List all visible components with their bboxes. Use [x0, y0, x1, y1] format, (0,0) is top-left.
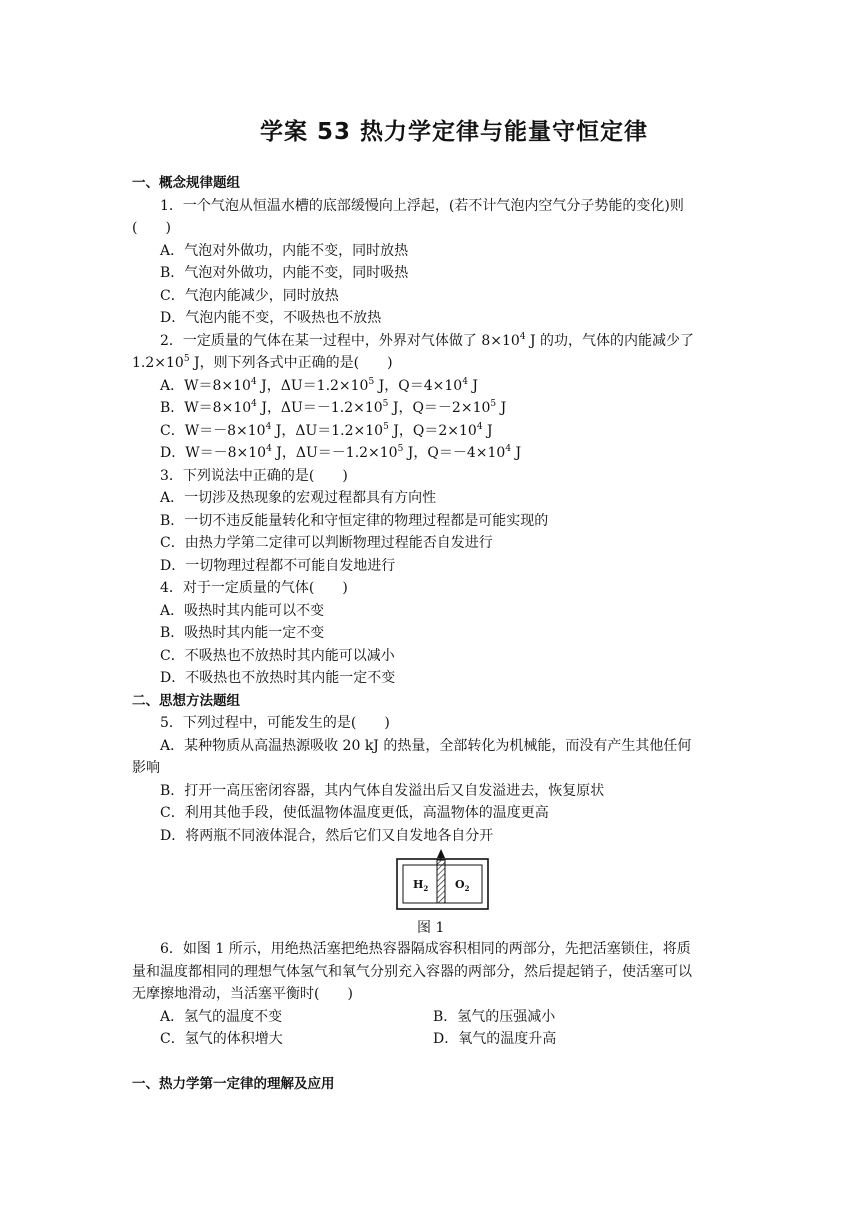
- q3-option-a: A．一切涉及热现象的宏观过程都具有方向性: [160, 490, 437, 506]
- q1-stem-bracket: ( ): [132, 220, 171, 236]
- hydrogen-symbol: H: [413, 878, 424, 891]
- q5-option-d: D．将两瓶不同液体混合，然后它们又自发地各自分开: [160, 828, 494, 844]
- oxygen-label: [455, 878, 470, 893]
- q4-stem: 4．对于一定质量的气体( ): [160, 580, 348, 596]
- q3-option-d: D．一切物理过程都不可能自发地进行: [160, 558, 396, 574]
- q5-option-a: A．某种物质从高温热源吸收 20 kJ 的热量，全部转化为机械能，而没有产生其他任何: [160, 738, 692, 754]
- q3-option-c: C．由热力学第二定律可以判断物理过程能否自发进行: [160, 535, 493, 551]
- section-heading-first-law: 一、热力学第一定律的理解及应用: [132, 1076, 335, 1092]
- q5-option-a-cont: 影响: [132, 760, 160, 776]
- q4-option-d: D．不吸热也不放热时其内能一定不变: [160, 670, 396, 686]
- container-inner-wall: [403, 865, 482, 903]
- q2-stem-cont: $1.2\times 10^5$ J，则下列各式中正确的是( ): [132, 354, 393, 371]
- container-outer-wall: [397, 859, 488, 909]
- q6-option-b: B．氢气的压强减小: [433, 1009, 556, 1025]
- q6-stem-cont-1: 量和温度都相同的理想气体氢气和氧气分别充入容器的两部分，然后提起销子，使活塞可以: [132, 964, 692, 980]
- q6-stem: 6．如图 1 所示，用绝热活塞把绝热容器隔成容积相同的两部分，先把活塞锁住，将质: [160, 941, 691, 957]
- q1-option-c: C．气泡内能减少，同时放热: [160, 288, 339, 304]
- q2-option-a: A．$W=8\times 10^4$ J，$\Delta U=1.2\times 10^5$ J，$Q=4\times 10^4$ J: [160, 377, 478, 394]
- q4-option-a: A．吸热时其内能可以不变: [160, 603, 325, 619]
- section-heading-methods: 二、思想方法题组: [132, 693, 240, 709]
- section-heading-concepts: 一、概念规律题组: [132, 175, 240, 191]
- page-title: 学案 53 热力学定律与能量守恒定律: [259, 119, 649, 145]
- figure-caption: 图 1: [417, 920, 445, 936]
- q4-option-b: B．吸热时其内能一定不变: [160, 625, 325, 641]
- q4-option-c: C．不吸热也不放热时其内能可以减小: [160, 648, 395, 664]
- q2-option-b: B．$W=8\times 10^4$ J，$\Delta U=-1.2\times 10^5$ J，$Q=-2\times 10^5$ J: [160, 399, 507, 416]
- q6-option-c: C．氢气的体积增大: [160, 1031, 283, 1047]
- q2-stem: 2．一定质量的气体在某一过程中，外界对气体做了 $8\times 10^4$ J 的功，气体的内能减少了: [160, 332, 695, 349]
- hydrogen-subscript: 2: [423, 884, 429, 893]
- q3-option-b: B．一切不违反能量转化和守恒定律的物理过程都是可能实现的: [160, 513, 549, 529]
- q5-option-c: C．利用其他手段，使低温物体温度更低，高温物体的温度更高: [160, 805, 549, 821]
- q1-option-b: B．气泡对外做功，内能不变，同时吸热: [160, 265, 409, 281]
- q2-option-d: D．$W=-8\times 10^4$ J，$\Delta U=-1.2\times 10^5$ J，$Q=-4\times 10^4$ J: [160, 444, 522, 461]
- q1-option-d: D．气泡内能不变，不吸热也不放热: [160, 310, 382, 326]
- q3-stem: 3．下列说法中正确的是( ): [160, 468, 348, 484]
- piston: [437, 860, 445, 903]
- q6-option-a: A．氢气的温度不变: [160, 1009, 283, 1025]
- q6-option-d: D．氧气的温度升高: [433, 1031, 557, 1047]
- q1-stem: 1．一个气泡从恒温水槽的底部缓慢向上浮起，(若不计气泡内空气分子势能的变化)则: [160, 198, 684, 214]
- q6-stem-cont-2: 无摩擦地滑动，当活塞平衡时( ): [132, 986, 353, 1002]
- q5-option-b: B．打开一高压密闭容器，其内气体自发溢出后又自发溢进去，恢复原状: [160, 783, 605, 799]
- hydrogen-label: [413, 878, 428, 893]
- oxygen-subscript: 2: [464, 884, 470, 893]
- q5-stem: 5．下列过程中，可能发生的是( ): [160, 715, 390, 731]
- q2-option-c: C．$W=-8\times 10^4$ J，$\Delta U=1.2\times 10^5$ J，$Q=2\times 10^4$ J: [160, 422, 493, 439]
- q1-option-a: A．气泡对外做功，内能不变，同时放热: [160, 243, 409, 259]
- oxygen-symbol: O: [455, 878, 465, 891]
- pin-arrow-icon: [437, 849, 445, 858]
